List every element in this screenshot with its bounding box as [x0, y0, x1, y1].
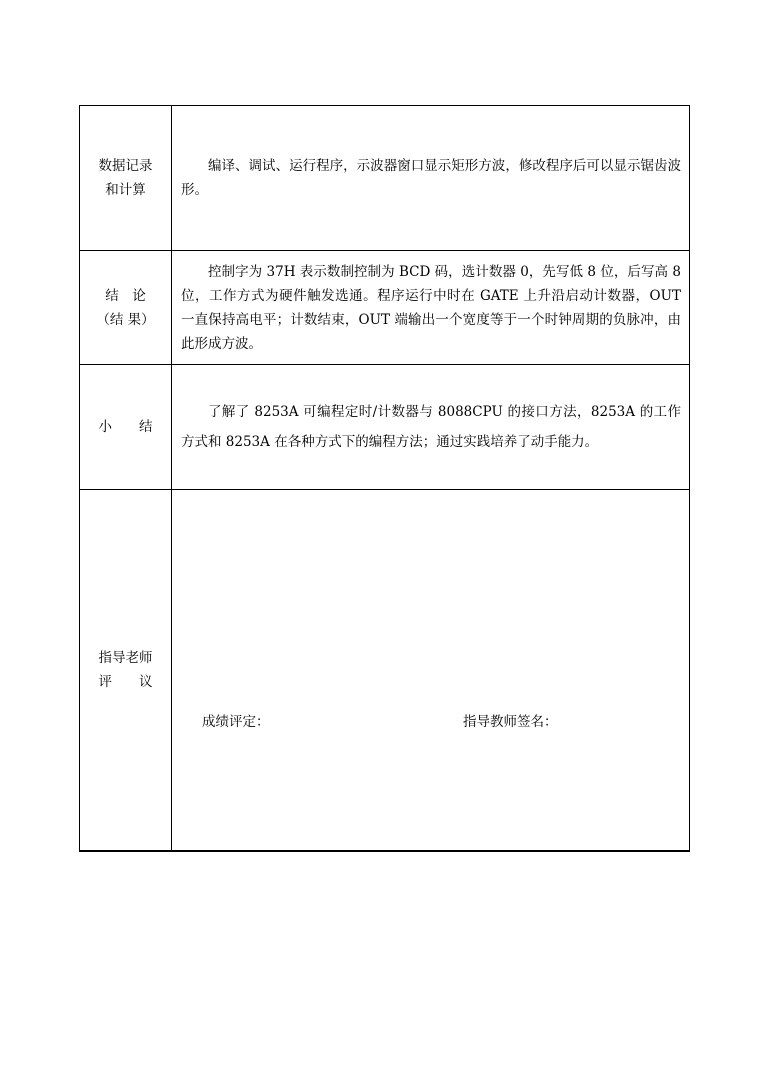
signature-label: 指导教师签名：: [463, 714, 558, 730]
label-line: 指导老师: [98, 649, 153, 666]
row-content-teacher-comment: [172, 490, 690, 851]
row-label-summary: [80, 365, 172, 490]
label-line: 小 结: [98, 419, 153, 435]
label-line: 数据记录: [98, 158, 153, 174]
label-line: 结 论: [105, 287, 146, 304]
row-content-summary: [172, 365, 690, 490]
row-content-conclusion: [172, 251, 690, 365]
label-line: 评 议: [98, 673, 153, 690]
paragraph-summary: 了解了 8253A 可编程定时/计数器与 8088CPU 的接口方法，8253A 的工作方式和 8253A 在各种方式下的编程方法；通过实践培养了动手能力。: [181, 404, 681, 450]
report-table: [79, 105, 690, 852]
label-line: 和计算: [105, 182, 146, 198]
row-label-conclusion: [80, 251, 172, 365]
row-label-data-record: [80, 106, 172, 251]
table-row-summary: [80, 365, 690, 490]
row-content-data-record: [172, 106, 690, 251]
row-label-teacher-comment: [80, 490, 172, 851]
table-row-teacher-comment: [80, 490, 690, 851]
grade-label: 成绩评定：: [202, 714, 270, 730]
paragraph-conclusion: 控制字为 37H 表示数制控制为 BCD 码，选计数器 0，先写低 8 位，后写高 8 位，工作方式为硬件触发选通。程序运行中时在 GATE 上升沿启动计数器，OUT 一直保持高电平；计数结束，OUT 端输出一个宽度等于一个时钟周期的负脉冲，由此形成方波。: [181, 263, 681, 352]
table-row-data-record: [80, 106, 690, 251]
paragraph-data-record: 编译、调试、运行程序，示波器窗口显示矩形方波，修改程序后可以显示锯齿波形。: [181, 158, 681, 198]
table-row-conclusion: [80, 251, 690, 365]
label-line: （结 果）: [96, 311, 155, 328]
